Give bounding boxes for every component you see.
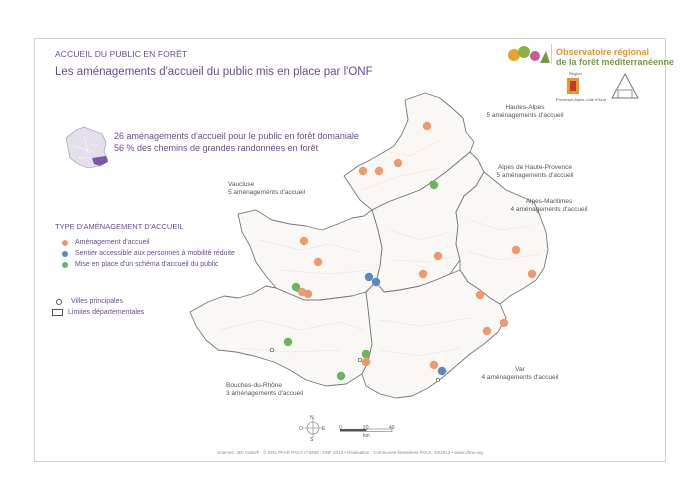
map-title: Les aménagements d'accueil du public mis en place par l'ONF	[55, 66, 373, 78]
amenagement-dot	[419, 270, 427, 278]
sentier-pmr-dot	[438, 367, 446, 375]
schema-dot	[430, 181, 438, 189]
region-name: Provence-Alpes-Côte d'Azur	[556, 97, 607, 102]
compass-o: O	[299, 426, 303, 432]
compass-s: S	[310, 437, 314, 443]
region-label: Région	[569, 71, 582, 76]
amenagement-dot	[500, 319, 508, 327]
legend-item-cities: Villes principales	[56, 298, 123, 305]
schema-dot	[362, 350, 370, 358]
amenagement-dot	[375, 167, 383, 175]
amenagement-dot	[300, 237, 308, 245]
scale-tick-20: 20	[363, 425, 369, 431]
scale-tick-0: 0	[339, 425, 342, 431]
scale-tick-40: 40	[389, 425, 395, 431]
vaucluse-region	[238, 210, 382, 300]
amenagement-dot	[476, 291, 484, 299]
legend-item-schema: Mise en place d'un schéma d'accueil du public	[62, 261, 219, 268]
sources-credit: Sources : BD Carto® - © IGN, PFAR PACA n°8450 ; ONF 2013 • Réalisation : Communes forestières PACA, 10/2013 • www.ofme.org	[217, 450, 483, 455]
legend-item-amenagement: Aménagement d'accueil	[62, 239, 150, 246]
scale-unit: km	[363, 433, 370, 439]
label-hautes-alpes: Hautes-Alpes 5 aménagements d'accueil	[486, 104, 564, 119]
compass-n: N	[310, 415, 314, 421]
map-supertitle: ACCUEIL DU PUBLIC EN FORÊT	[55, 49, 188, 59]
compass-e: E	[322, 426, 326, 432]
amenagement-dot	[362, 358, 370, 366]
key-figures: 26 aménagements d'accueil pour le public en forêt domaniale 56 % des chemins de grandes randonnées en forêt	[114, 131, 359, 153]
label-alpes-maritimes: Alpes-Maritimes 4 aménagements d'accueil	[510, 198, 588, 213]
amenagement-dot	[512, 246, 520, 254]
schema-dot	[284, 338, 292, 346]
label-alpes-haute-provence: Alpes de Haute-Provence 5 aménagements d'accueil	[496, 164, 574, 179]
legend-title: TYPE D'AMÉNAGEMENT D'ACCUEIL	[55, 222, 184, 231]
amenagement-dot	[430, 361, 438, 369]
bouches-du-rhone-region	[190, 286, 372, 386]
amenagement-dot	[483, 327, 491, 335]
amenagement-dot	[423, 122, 431, 130]
sentier-pmr-dot	[372, 278, 380, 286]
amenagement-dot	[304, 290, 312, 298]
label-bouches-du-rhone: Bouches-du-Rhône 3 aménagements d'accueil	[226, 382, 304, 397]
amenagement-dot	[394, 159, 402, 167]
legend-item-limits: Limites départementales	[52, 309, 144, 316]
amenagement-dot	[528, 270, 536, 278]
observatoire-name: Observatoire régional de la forêt méditerranéenne	[556, 47, 675, 67]
amenagement-dot	[359, 167, 367, 175]
label-vaucluse: Vaucluse 5 aménagements d'accueil	[228, 181, 306, 196]
amenagement-dot	[314, 258, 322, 266]
legend-item-sentier-pmr: Sentier accessible aux personnes à mobilité réduite	[62, 250, 235, 257]
label-var: Var 4 aménagements d'accueil	[481, 366, 559, 381]
amenagement-dot	[434, 252, 442, 260]
sentier-pmr-dot	[365, 273, 373, 281]
schema-dot	[337, 372, 345, 380]
